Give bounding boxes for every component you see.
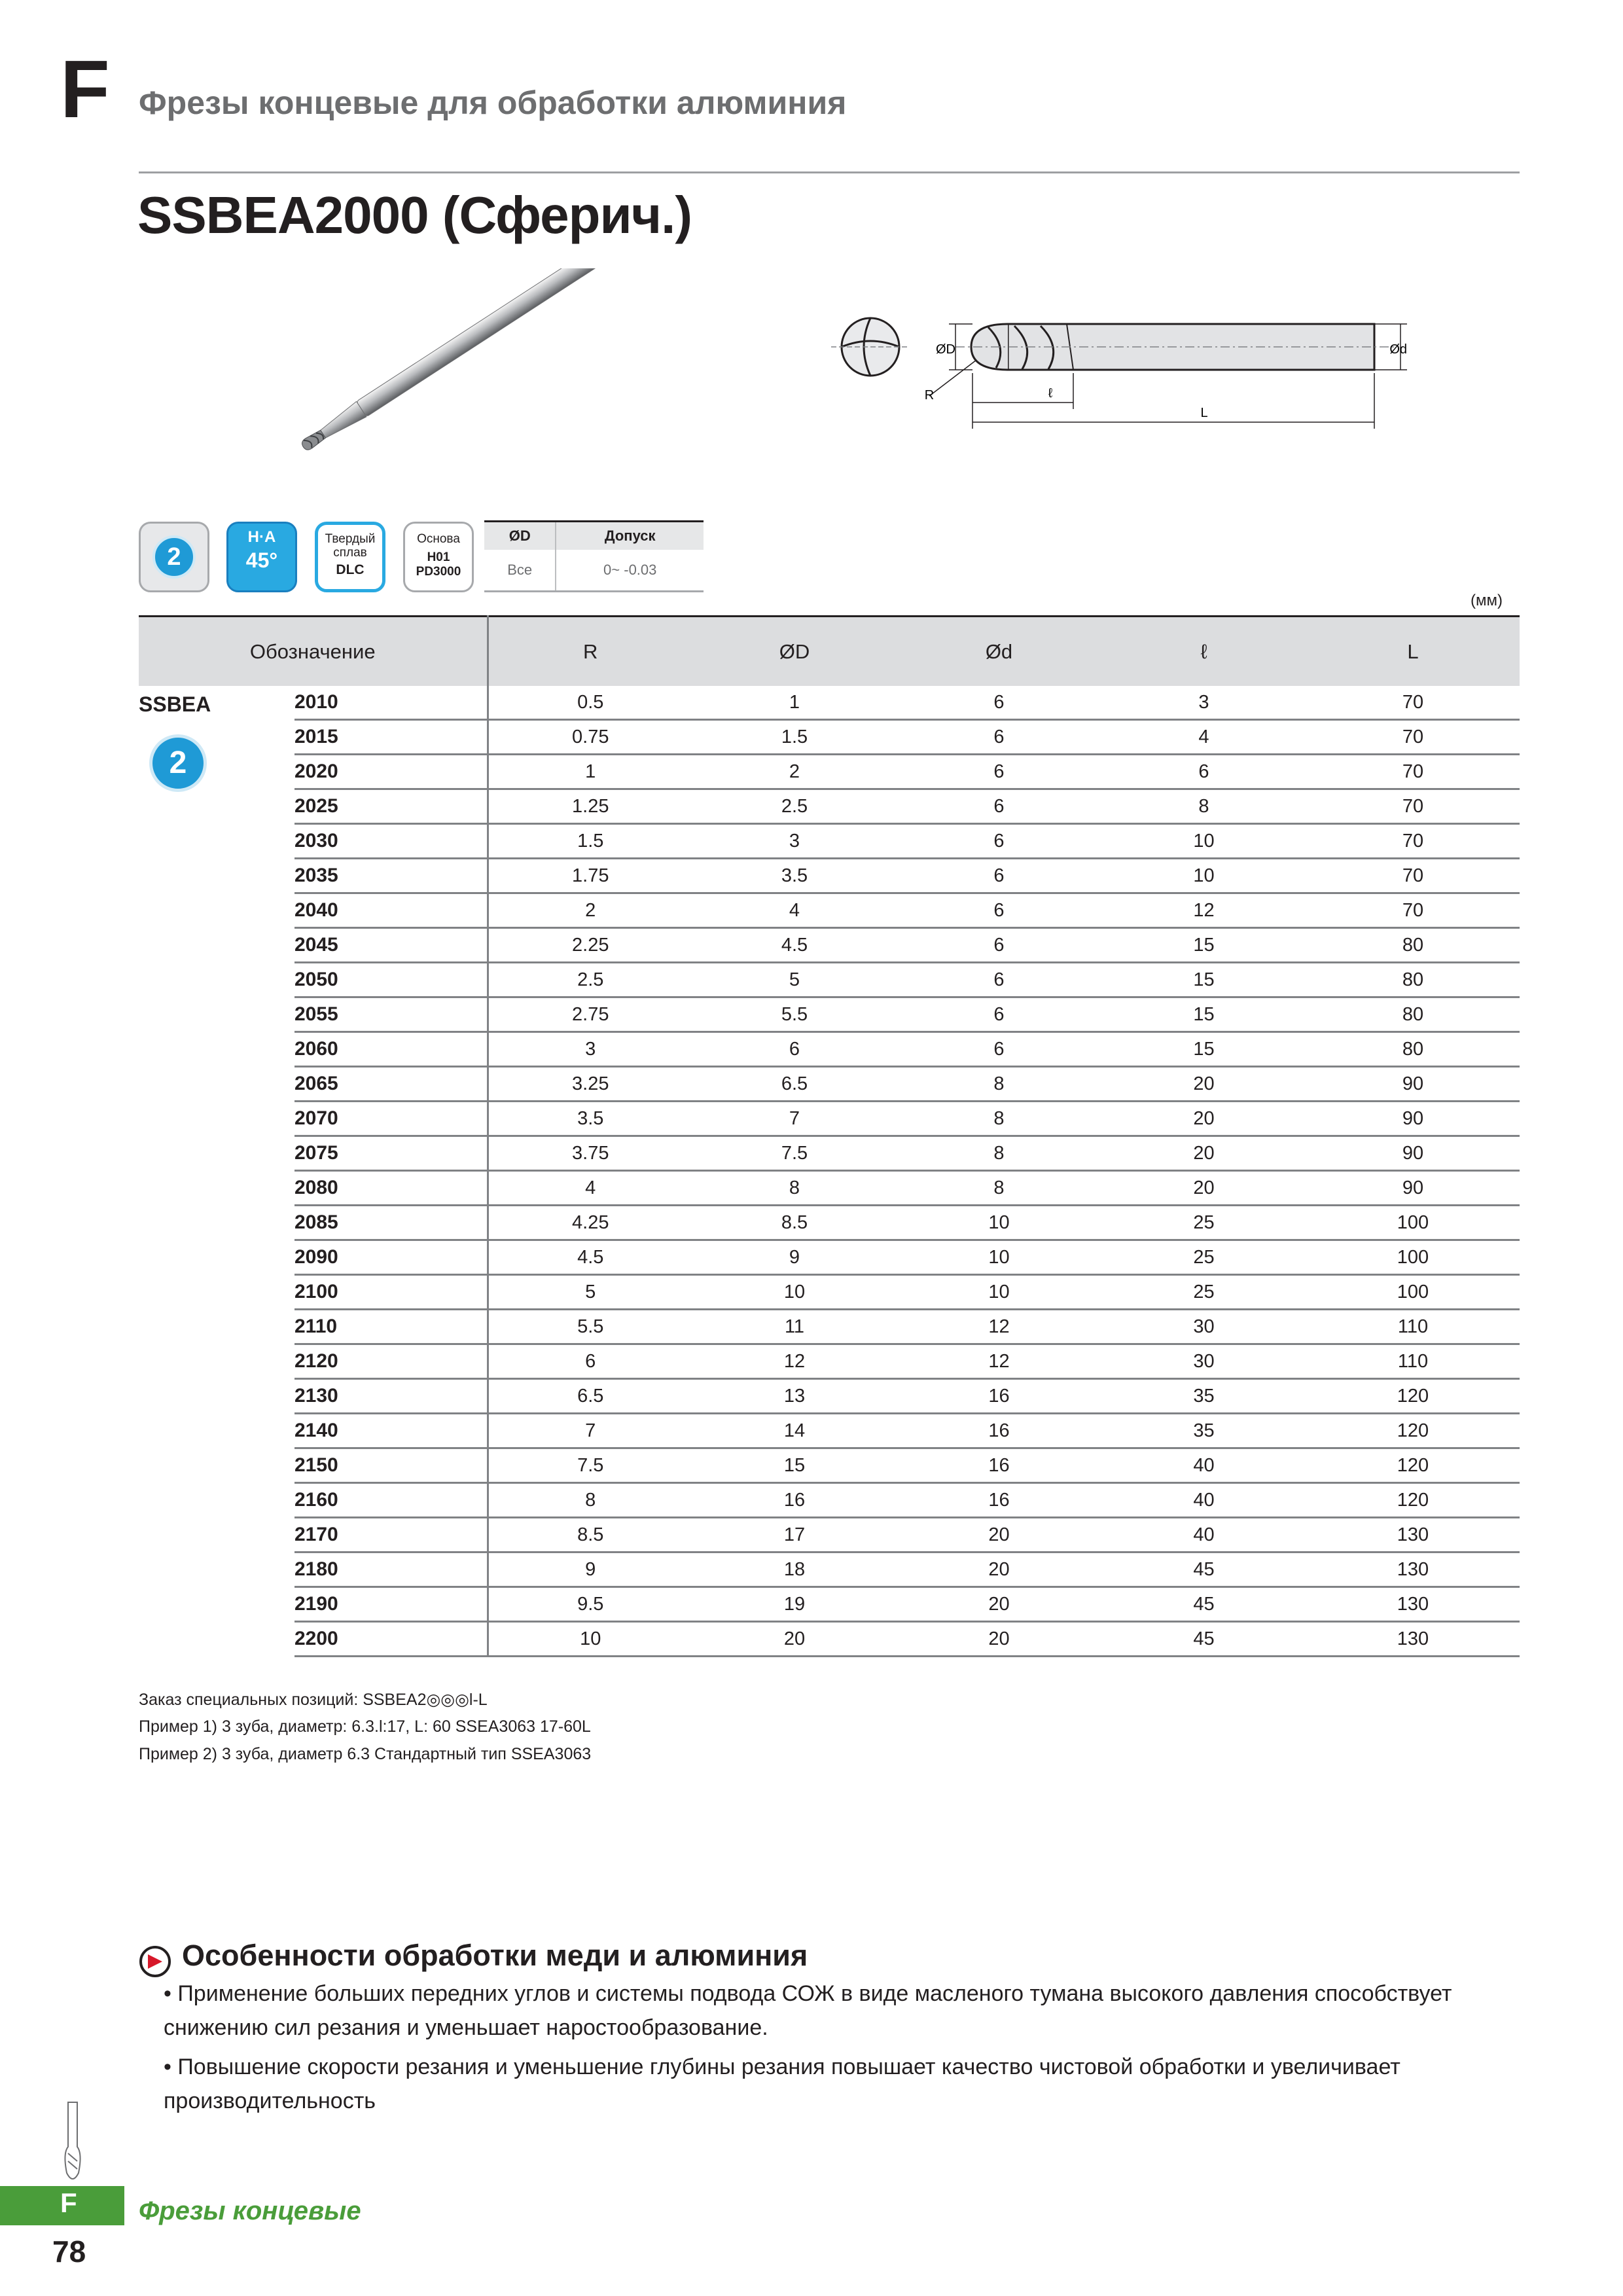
dimension-cell: 110: [1306, 1310, 1520, 1344]
substrate-icon: [403, 522, 474, 592]
table-row: [139, 1587, 1520, 1622]
coating-label: DLC: [336, 562, 365, 577]
dimension-cell: 20: [1101, 1171, 1306, 1206]
dimension-cell: 3.75: [488, 1136, 692, 1171]
part-code-cell: 2190: [294, 1587, 488, 1622]
dimension-cell: 1.25: [488, 789, 692, 824]
dimension-cell: 6: [1101, 755, 1306, 789]
dimension-cell: 20: [1101, 1067, 1306, 1102]
part-code-cell: 2170: [294, 1518, 488, 1552]
dimension-cell: 8: [897, 1171, 1101, 1206]
dimension-cell: 20: [897, 1587, 1101, 1622]
substrate-line-2: H01: [427, 550, 450, 564]
dimension-cell: 7: [692, 1102, 897, 1136]
substrate-line-1: Основа: [417, 532, 460, 546]
table-row: [139, 1344, 1520, 1379]
tolerance-header-d: ØD: [484, 522, 556, 550]
part-code-cell: 2090: [294, 1240, 488, 1275]
example-note-1: Пример 1) 3 зуба, диаметр: 6.3.l:17, L: 60 SSEA3063 17-60L: [139, 1717, 591, 1736]
dimension-cell: 6: [897, 755, 1101, 789]
dimension-cell: 120: [1306, 1448, 1520, 1483]
part-code-cell: 2025: [294, 789, 488, 824]
part-code-cell: 2150: [294, 1448, 488, 1483]
dimension-cell: 13: [692, 1379, 897, 1414]
dimension-cell: 6: [897, 963, 1101, 997]
dimension-cell: 45: [1101, 1622, 1306, 1657]
dimension-cell: 90: [1306, 1067, 1520, 1102]
dimension-cell: 10: [897, 1240, 1101, 1275]
dimension-cell: 70: [1306, 755, 1520, 789]
dimension-cell: 10: [692, 1275, 897, 1310]
tolerance-table: [484, 520, 704, 592]
dimension-cell: 6.5: [692, 1067, 897, 1102]
col-header-L: L: [1306, 617, 1520, 687]
dimension-cell: 16: [692, 1483, 897, 1518]
drawing-label-D: ØD: [936, 342, 955, 357]
dimension-cell: 130: [1306, 1587, 1520, 1622]
table-row: [139, 686, 1520, 720]
col-header-R: R: [488, 617, 692, 687]
dimension-cell: 15: [1101, 997, 1306, 1032]
dimension-cell: 3.5: [692, 859, 897, 893]
dimension-cell: 6.5: [488, 1379, 692, 1414]
dimension-cell: 80: [1306, 963, 1520, 997]
dimension-cell: 3: [692, 824, 897, 859]
dimension-cell: 20: [692, 1622, 897, 1657]
part-code-cell: 2080: [294, 1171, 488, 1206]
dimension-cell: 15: [1101, 1032, 1306, 1067]
dimension-cell: 35: [1101, 1379, 1306, 1414]
dimension-cell: 6: [897, 789, 1101, 824]
dimension-cell: 20: [1101, 1102, 1306, 1136]
dimension-cell: 120: [1306, 1414, 1520, 1448]
part-code-cell: 2120: [294, 1344, 488, 1379]
feature-bullet-text: Применение больших передних углов и системы подвода СОЖ в виде масленого тумана высокого давления способствует снижению сил резания и уменьшает наростообразование.: [164, 1981, 1452, 2040]
table-row: [139, 1067, 1520, 1102]
part-code-cell: 2110: [294, 1310, 488, 1344]
dimension-cell: 45: [1101, 1552, 1306, 1587]
table-row: [139, 963, 1520, 997]
footer-section-name: Фрезы концевые: [139, 2197, 361, 2225]
table-row: [139, 1171, 1520, 1206]
dimension-cell: 8: [897, 1102, 1101, 1136]
dimension-cell: 8: [897, 1067, 1101, 1102]
table-row: [139, 720, 1520, 755]
dimension-cell: 10: [897, 1206, 1101, 1240]
dimension-cell: 5: [692, 963, 897, 997]
table-row: [139, 1622, 1520, 1657]
material-line-2: сплав: [333, 546, 367, 560]
table-row: [139, 928, 1520, 963]
part-code-cell: 2035: [294, 859, 488, 893]
dimension-cell: 4: [1101, 720, 1306, 755]
dimension-cell: 10: [1101, 824, 1306, 859]
feature-bullet: • Повышение скорости резания и уменьшение глубины резания повышает качество чистовой обработки и увеличивает производительность: [164, 2054, 1400, 2113]
dimension-cell: 1.75: [488, 859, 692, 893]
end-mill-icon: [58, 2101, 88, 2186]
dimension-cell: 8.5: [692, 1206, 897, 1240]
table-row: [139, 893, 1520, 928]
table-row: [139, 859, 1520, 893]
table-row: [139, 1483, 1520, 1518]
part-code-cell: 2130: [294, 1379, 488, 1414]
dimension-cell: 6: [897, 1032, 1101, 1067]
dimensions-table: [139, 615, 1520, 1657]
end-mill-drawing: [831, 262, 1446, 439]
end-mill-photo: [275, 268, 641, 484]
feature-bullet: • Применение больших передних углов и системы подвода СОЖ в виде масленого тумана высокого давления способствует снижению сил резания и уменьшает наростообразование.: [164, 1981, 1452, 2040]
dimension-cell: 2.5: [488, 963, 692, 997]
dimension-cell: 12: [897, 1344, 1101, 1379]
header-title: Фрезы концевые для обработки алюминия: [139, 84, 847, 121]
family-flute-badge: 2: [149, 734, 207, 792]
dimension-cell: 130: [1306, 1518, 1520, 1552]
table-row: [139, 789, 1520, 824]
table-row: [139, 1518, 1520, 1552]
dimension-cell: 0.75: [488, 720, 692, 755]
dimension-cell: 14: [692, 1414, 897, 1448]
dimension-cell: 12: [1101, 893, 1306, 928]
tolerance-scope: Все: [484, 550, 556, 592]
part-code-cell: 2050: [294, 963, 488, 997]
tolerance-header-tol: Допуск: [556, 522, 704, 550]
dimension-cell: 1: [692, 686, 897, 720]
dimension-cell: 6: [897, 686, 1101, 720]
order-note: Заказ специальных позиций: SSBEA2◎◎◎l-L: [139, 1691, 488, 1709]
dimension-cell: 70: [1306, 893, 1520, 928]
helix-angle-icon: [226, 522, 297, 592]
drawing-label-L: L: [1200, 406, 1208, 420]
dimension-cell: 7.5: [692, 1136, 897, 1171]
dimension-cell: 20: [897, 1552, 1101, 1587]
dimension-cell: 80: [1306, 928, 1520, 963]
dimension-cell: 2.5: [692, 789, 897, 824]
tolerance-value: 0~ -0.03: [556, 550, 704, 592]
dimension-cell: 0.5: [488, 686, 692, 720]
material-line-1: Твердый: [325, 532, 376, 546]
dimension-cell: 1: [488, 755, 692, 789]
dimension-cell: 70: [1306, 686, 1520, 720]
col-header-l: ℓ: [1101, 617, 1306, 687]
dimension-cell: 130: [1306, 1552, 1520, 1587]
feature-bullet-text: Повышение скорости резания и уменьшение глубины резания повышает качество чистовой обработки и увеличивает производительность: [164, 2054, 1400, 2113]
dimension-cell: 1.5: [692, 720, 897, 755]
table-row: [139, 1448, 1520, 1483]
dimension-cell: 25: [1101, 1275, 1306, 1310]
dimension-cell: 90: [1306, 1171, 1520, 1206]
dimension-cell: 15: [1101, 963, 1306, 997]
dimension-cell: 90: [1306, 1136, 1520, 1171]
dimension-cell: 16: [897, 1483, 1101, 1518]
dimension-cell: 40: [1101, 1448, 1306, 1483]
dimension-cell: 8.5: [488, 1518, 692, 1552]
col-header-d: Ød: [897, 617, 1101, 687]
part-code-cell: 2045: [294, 928, 488, 963]
dimension-cell: 25: [1101, 1240, 1306, 1275]
dimension-cell: 8: [692, 1171, 897, 1206]
dimension-cell: 10: [488, 1622, 692, 1657]
dimension-cell: 120: [1306, 1483, 1520, 1518]
dimension-cell: 35: [1101, 1414, 1306, 1448]
table-row: [139, 1240, 1520, 1275]
section-letter: F: [60, 45, 110, 135]
dimension-cell: 30: [1101, 1344, 1306, 1379]
dimension-cell: 9.5: [488, 1587, 692, 1622]
dimension-cell: 70: [1306, 720, 1520, 755]
page-number: 78: [52, 2234, 86, 2269]
dimension-cell: 7.5: [488, 1448, 692, 1483]
table-row: [139, 824, 1520, 859]
header-divider: [139, 171, 1520, 173]
dimension-cell: 6: [897, 893, 1101, 928]
part-code-cell: 2160: [294, 1483, 488, 1518]
dimension-cell: 90: [1306, 1102, 1520, 1136]
part-code-cell: 2200: [294, 1622, 488, 1657]
dimension-cell: 5: [488, 1275, 692, 1310]
dimension-cell: 6: [897, 720, 1101, 755]
dimension-cell: 7: [488, 1414, 692, 1448]
dimension-cell: 16: [897, 1379, 1101, 1414]
dimension-cell: 8: [1101, 789, 1306, 824]
material-icon: [315, 522, 385, 592]
dimension-cell: 6: [897, 997, 1101, 1032]
dimension-cell: 10: [1101, 859, 1306, 893]
part-code-cell: 2020: [294, 755, 488, 789]
dimension-cell: 3.25: [488, 1067, 692, 1102]
dimension-cell: 120: [1306, 1379, 1520, 1414]
part-code-cell: 2070: [294, 1102, 488, 1136]
dimension-cell: 25: [1101, 1206, 1306, 1240]
dimension-cell: 40: [1101, 1518, 1306, 1552]
dimension-cell: 45: [1101, 1587, 1306, 1622]
dimension-cell: 6: [897, 824, 1101, 859]
part-code-cell: 2085: [294, 1206, 488, 1240]
part-code-cell: 2060: [294, 1032, 488, 1067]
helix-angle: 45°: [245, 548, 278, 572]
dimension-cell: 100: [1306, 1206, 1520, 1240]
dimension-cell: 70: [1306, 859, 1520, 893]
dimension-cell: 20: [897, 1622, 1101, 1657]
helix-label: H·A: [247, 528, 276, 546]
substrate-line-3: PD3000: [416, 565, 461, 579]
table-row: [139, 1206, 1520, 1240]
part-code-cell: 2055: [294, 997, 488, 1032]
dimension-cell: 12: [692, 1344, 897, 1379]
dimension-cell: 12: [897, 1310, 1101, 1344]
product-title: SSBEA2000 (Сферич.): [137, 186, 692, 244]
dimension-cell: 9: [692, 1240, 897, 1275]
part-code-cell: 2010: [294, 686, 488, 720]
table-row: [139, 1102, 1520, 1136]
table-row: [139, 1136, 1520, 1171]
table-row: [139, 1414, 1520, 1448]
dimension-cell: 4.25: [488, 1206, 692, 1240]
dimension-cell: 80: [1306, 1032, 1520, 1067]
dimension-cell: 4.5: [488, 1240, 692, 1275]
table-row: [139, 997, 1520, 1032]
dimension-cell: 30: [1101, 1310, 1306, 1344]
part-code-cell: 2040: [294, 893, 488, 928]
dimension-cell: 20: [1101, 1136, 1306, 1171]
dimension-cell: 100: [1306, 1240, 1520, 1275]
footer-section-letter: F: [60, 2187, 77, 2218]
dimension-cell: 8: [488, 1483, 692, 1518]
series-name: SSBEA: [139, 692, 211, 716]
example-note-2: Пример 2) 3 зуба, диаметр 6.3 Стандартный тип SSEA3063: [139, 1745, 592, 1763]
dimension-cell: 20: [897, 1518, 1101, 1552]
dimension-cell: 6: [897, 859, 1101, 893]
part-code-cell: 2100: [294, 1275, 488, 1310]
dimension-cell: 100: [1306, 1275, 1520, 1310]
dimension-cell: 5.5: [692, 997, 897, 1032]
dimension-cell: 18: [692, 1552, 897, 1587]
part-code-cell: 2065: [294, 1067, 488, 1102]
part-code-cell: 2180: [294, 1552, 488, 1587]
dimension-cell: 70: [1306, 824, 1520, 859]
dimension-cell: 6: [897, 928, 1101, 963]
dimension-cell: 2: [692, 755, 897, 789]
dimension-cell: 6: [692, 1032, 897, 1067]
dimension-cell: 4.5: [692, 928, 897, 963]
col-header-designation: Обозначение: [139, 617, 488, 687]
dimension-cell: 2: [488, 893, 692, 928]
drawing-label-d: Ød: [1389, 342, 1407, 357]
features-title: Особенности обработки меди и алюминия: [182, 1939, 808, 1972]
dimension-cell: 40: [1101, 1483, 1306, 1518]
dimension-cell: 6: [488, 1344, 692, 1379]
dimension-cell: 19: [692, 1587, 897, 1622]
dimension-cell: 4: [488, 1171, 692, 1206]
table-row: [139, 1275, 1520, 1310]
part-code-cell: 2030: [294, 824, 488, 859]
dimension-cell: 80: [1306, 997, 1520, 1032]
flute-count-icon: [139, 522, 209, 592]
table-row: [139, 755, 1520, 789]
dimension-cell: 70: [1306, 789, 1520, 824]
table-row: [139, 1379, 1520, 1414]
drawing-label-l: ℓ: [1048, 386, 1053, 401]
dimension-cell: 110: [1306, 1344, 1520, 1379]
col-header-D: ØD: [692, 617, 897, 687]
dimension-cell: 10: [897, 1275, 1101, 1310]
dimension-cell: 16: [897, 1448, 1101, 1483]
dimension-cell: 1.5: [488, 824, 692, 859]
drawing-label-R: R: [924, 388, 935, 403]
dimension-cell: 130: [1306, 1622, 1520, 1657]
dimension-cell: 8: [897, 1136, 1101, 1171]
table-row: [139, 1310, 1520, 1344]
dimension-cell: 11: [692, 1310, 897, 1344]
dimension-cell: 17: [692, 1518, 897, 1552]
dimension-cell: 2.75: [488, 997, 692, 1032]
table-row: [139, 1552, 1520, 1587]
dimension-cell: 15: [1101, 928, 1306, 963]
unit-label: (мм): [1471, 592, 1503, 609]
part-code-cell: 2140: [294, 1414, 488, 1448]
part-code-cell: 2075: [294, 1136, 488, 1171]
flute-count: 2: [152, 535, 196, 579]
dimension-cell: 15: [692, 1448, 897, 1483]
dimension-cell: 3: [1101, 686, 1306, 720]
arrow-circle-icon: [139, 1945, 171, 1978]
dimension-cell: 3: [488, 1032, 692, 1067]
dimension-cell: 3.5: [488, 1102, 692, 1136]
dimension-cell: 9: [488, 1552, 692, 1587]
table-row: [139, 1032, 1520, 1067]
dimension-cell: 5.5: [488, 1310, 692, 1344]
dimension-cell: 4: [692, 893, 897, 928]
part-code-cell: 2015: [294, 720, 488, 755]
dimension-cell: 2.25: [488, 928, 692, 963]
dimension-cell: 16: [897, 1414, 1101, 1448]
